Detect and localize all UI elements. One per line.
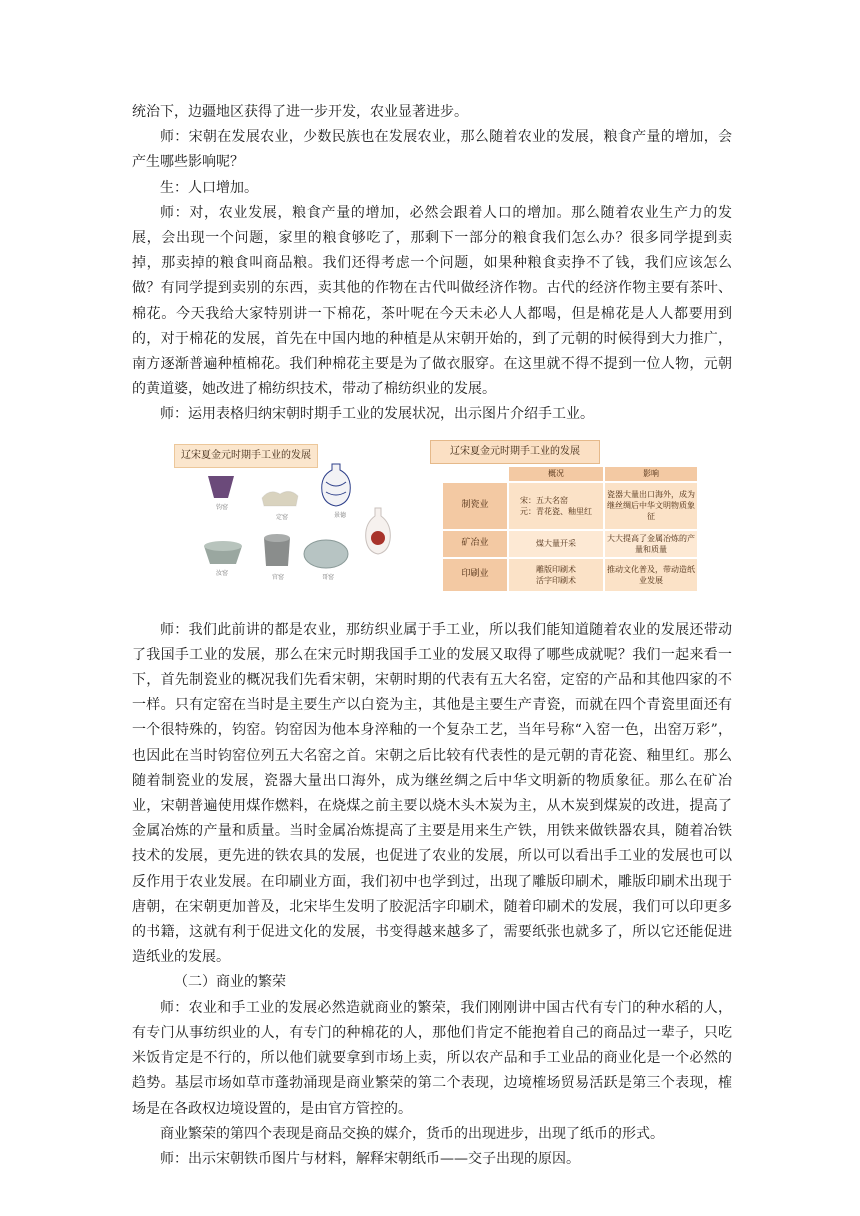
table-cell: 雕版印刷术 活字印刷术	[508, 558, 604, 592]
summary-table	[442, 466, 698, 592]
row-label: 制瓷业	[442, 482, 508, 530]
plate-ge-icon	[302, 538, 350, 570]
table-cell: 煤大量开采	[508, 530, 604, 558]
slide-title: 辽宋夏金元时期手工业的发展	[174, 444, 318, 468]
paragraph: 师：对，农业发展，粮食产量的增加，必然会跟着人口的增加。那么随着农业生产力的发展，会出现一个问题，家里的粮食够吃了，那剩下一部分的粮食我们怎么办？很多同学提到卖掉，那卖掉的粮食叫商品粮。我们还得考虑一个问题，如果种粮食卖挣不了钱，我们应该怎么做？有同学提到卖别的东西，卖其他的作物在古代叫做经济作物。古代的经济作物主要有茶叶、棉花。今天我给大家特别讲一下棉花，茶叶呢在今天未必人人都喝，但是棉花是人人都要用到的，对于棉花的发展，首先在中国内地的种植是从宋朝开始的，到了元朝的时候得到大力推广，南方逐渐普遍种植棉花。我们种棉花主要是为了做衣服穿。在这里就不得不提到一位人物，元朝的黄道婆，她改进了棉纺织技术，带动了棉纺织业的发展。	[132, 204, 732, 398]
document-page	[132, 100, 732, 1172]
vase-blue-white-icon	[318, 462, 354, 508]
table-cell: 宋：五大名窑 元：青花瓷、釉里红	[508, 482, 604, 530]
basin-ru-icon	[202, 536, 244, 566]
caption: 官窑	[272, 573, 285, 581]
caption: 钧窑	[216, 503, 229, 511]
table-row	[442, 530, 698, 558]
paragraph: 生：人口增加。	[160, 179, 258, 196]
bowl-jun-icon	[206, 474, 236, 500]
section-heading: （二）商业的繁荣	[174, 974, 286, 991]
table-header-row	[442, 466, 698, 482]
paragraph: 商业繁荣的第四个表现是商品交换的媒介，货币的出现进步，出现了纸币的形式。	[160, 1125, 664, 1142]
table-row	[442, 482, 698, 530]
porcelain-photo-slide	[172, 440, 410, 590]
jar-guan-icon	[260, 532, 294, 568]
table-header: 概况	[508, 466, 604, 482]
text-block-bottom	[132, 618, 732, 1172]
table-header: 影响	[604, 466, 698, 482]
row-label: 印刷业	[442, 558, 508, 592]
paragraph: 统治下，边疆地区获得了进一步开发，农业显著进步。	[132, 104, 468, 120]
slide-title: 辽宋夏金元时期手工业的发展	[430, 440, 600, 464]
table-cell: 推动文化普及，带动造纸业发展	[604, 558, 698, 592]
paragraph: 师：我们此前讲的都是农业，那纺织业属于手工业，所以我们能知道随着农业的发展还带动了我国手工业的发展，那么在宋元时期我国手工业的发展又取得了哪些成就呢？我们一起来看一下，首先制瓷业的概况我们先看宋朝，宋朝时期的代表有五大名窑，定窑的产品和其他四家的不一样。只有定窑在当时是主要生产以白瓷为主，其他是主要生产青瓷，而就在四个青瓷里面还有一个很特殊的，钧窑。钧窑因为他本身淬釉的一个复杂工艺，当年号称“入窑一色，出窑万彩”，也因此在当时钧窑位列五大名窑之首。宋朝之后比较有代表性的是元朝的青花瓷、釉里红。那么随着制瓷业的发展，瓷器大量出口海外，成为继丝绸之后中华文明新的物质象征。那么在矿冶业，宋朝普遍使用煤作燃料，在烧煤之前主要以烧木头木炭为主，从木炭到煤炭的改进，提高了金属冶炼的产量和质量。当时金属冶炼提高了主要是用来生产铁，用铁来做铁器农具，随着冶铁技术的发展，更先进的铁农具的发展，也促进了农业的发展，所以可以看出手工业的发展也可以反作用于农业发展。在印刷业方面，我们初中也学到过，出现了雕版印刷术，雕版印刷术出现于唐朝，在宋朝更加普及，北宋毕生发明了胶泥活字印刷术，随着印刷术的发展，我们可以印更多的书籍，这就有利于促进文化的发展，书变得越来越多了，需要纸张也就多了，所以它还能促进造纸业的发展。	[132, 621, 732, 966]
caption: 景德	[334, 511, 347, 519]
summary-table-slide	[418, 434, 698, 592]
caption: 定窑	[276, 513, 289, 521]
figure-row	[132, 432, 732, 618]
pillow-ding-icon	[260, 486, 300, 508]
table-cell: 大大提高了金属冶炼的产量和质量	[604, 530, 698, 558]
caption: 哥窑	[322, 573, 335, 581]
paragraph: 师：宋朝在发展农业，少数民族也在发展农业，那么随着农业的发展，粮食产量的增加，会产生哪些影响呢？	[132, 129, 732, 171]
text-block-top	[132, 100, 732, 428]
paragraph: 师：农业和手工业的发展必然造就商业的繁荣，我们刚刚讲中国古代有专门的种水稻的人，有专门从事纺织业的人，有专门的种棉花的人，那他们肯定不能抱着自己的商品过一辈子，只吃米饭肯定是不行的，所以他们就要拿到市场上卖，所以农产品和手工业品的商业化是一个必然的趋势。基层市场如草市蓬勃涌现是商业繁荣的第二个表现，边境榷场贸易活跃是第三个表现，榷场是在各政权边境设置的，是由官方管控的。	[132, 999, 732, 1117]
paragraph: 师：运用表格归纳宋朝时期手工业的发展状况，出示图片介绍手工业。	[160, 406, 594, 423]
vase-red-icon	[362, 506, 394, 556]
row-label: 矿冶业	[442, 530, 508, 558]
caption: 汝窑	[216, 569, 229, 577]
header-empty-cell	[442, 466, 508, 482]
table-cell: 瓷器大量出口海外，成为继丝绸后中华文明物质象征	[604, 482, 698, 530]
table-row	[442, 558, 698, 592]
paragraph: 师：出示宋朝铁币图片与材料，解释宋朝纸币——交子出现的原因。	[160, 1150, 580, 1167]
